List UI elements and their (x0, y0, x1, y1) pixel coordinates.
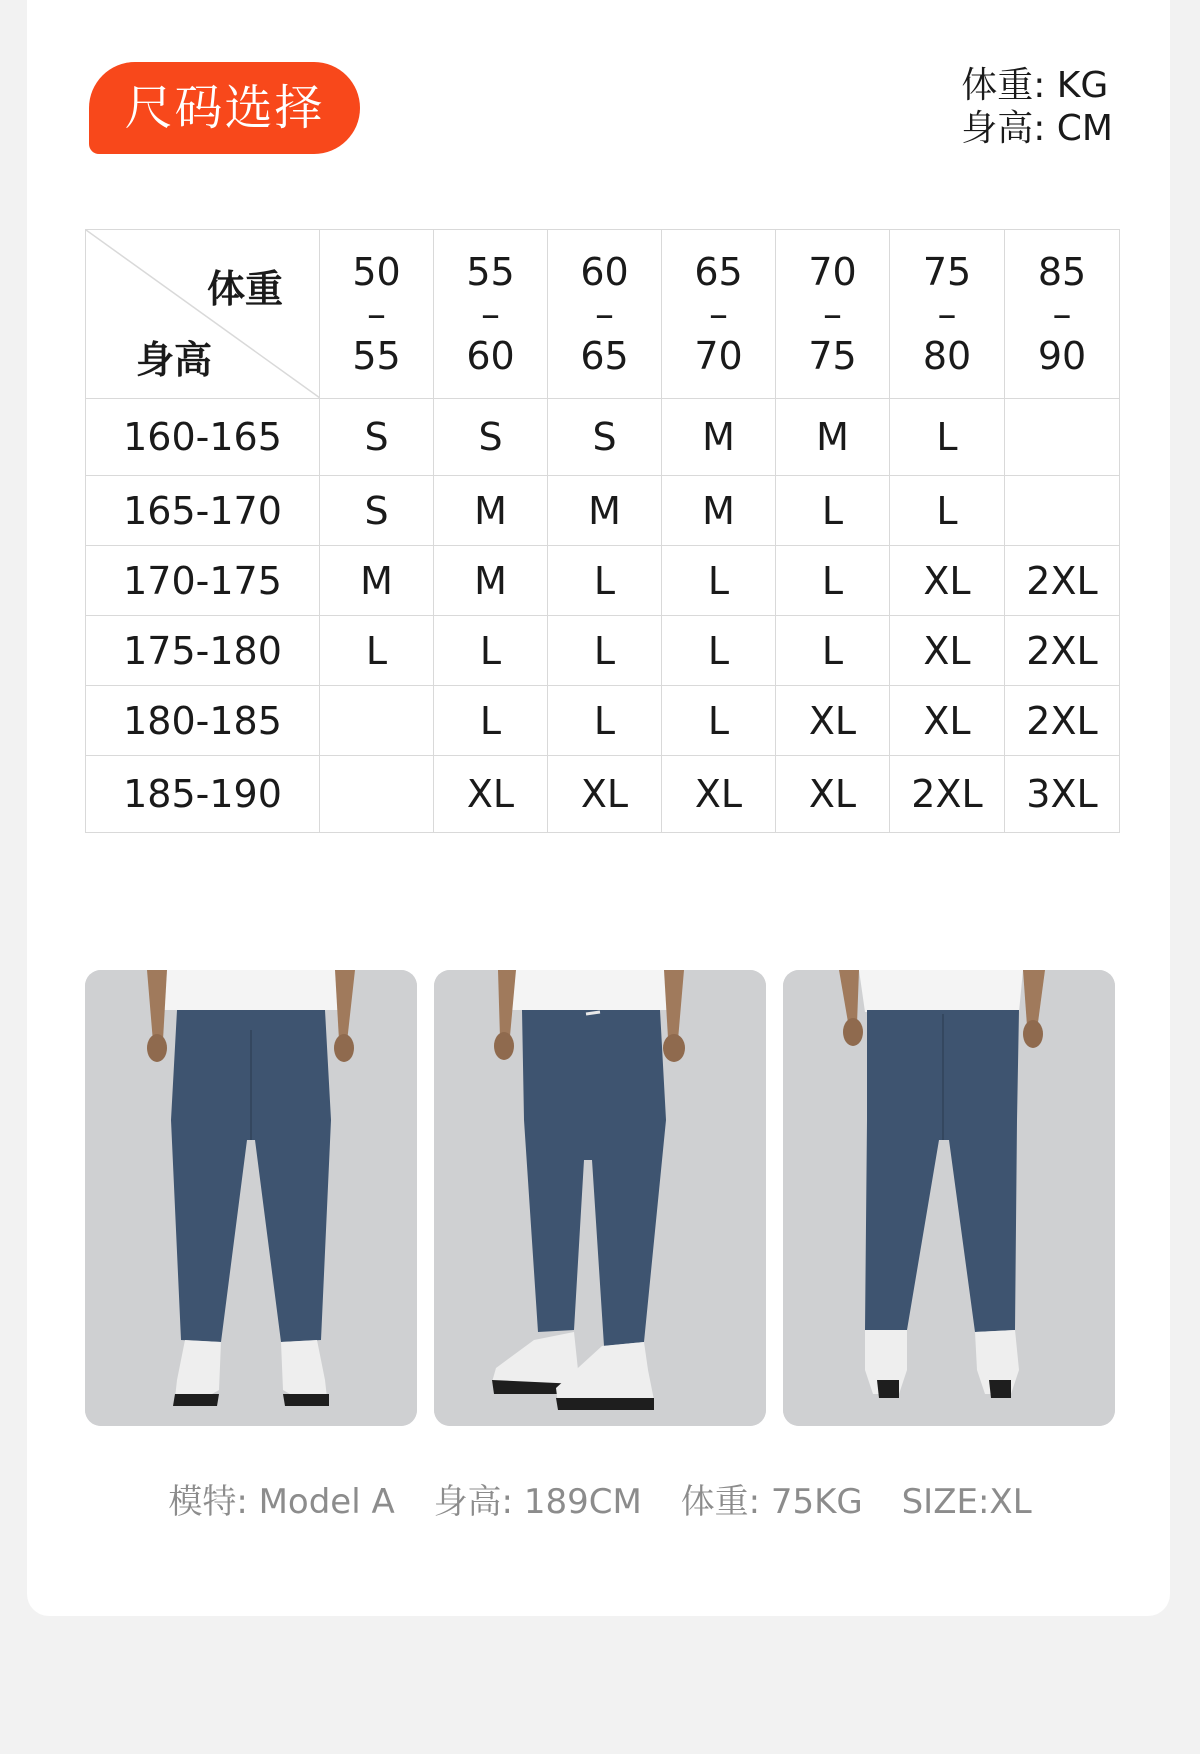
size-cell: M (776, 399, 890, 476)
weight-from: 75 (922, 250, 972, 294)
size-cell: XL (776, 756, 890, 833)
weight-range-header (548, 230, 662, 399)
size-cell: L (776, 616, 890, 686)
size-cell: L (662, 686, 776, 756)
caption-height: 身高: 189CM (433, 1482, 642, 1522)
range-dash: – (937, 292, 957, 336)
weight-range-header (434, 230, 548, 399)
size-cell: S (548, 399, 662, 476)
weight-to: 65 (580, 334, 629, 378)
caption-size: SIZE:XL (901, 1482, 1032, 1522)
weight-from: 70 (808, 250, 857, 294)
weight-range-header (890, 230, 1005, 399)
header-row (86, 230, 1120, 399)
size-cell: L (662, 616, 776, 686)
height-range-cell: 175-180 (86, 616, 320, 686)
height-range-cell: 160-165 (86, 399, 320, 476)
weight-to: 55 (352, 334, 401, 378)
size-cell (320, 756, 434, 833)
size-cell: L (890, 399, 1005, 476)
size-cell: L (320, 616, 434, 686)
size-cell: L (548, 546, 662, 616)
size-cell (1005, 399, 1120, 476)
size-cell: L (662, 546, 776, 616)
model-photos (85, 970, 1117, 1426)
weight-to: 80 (922, 334, 972, 378)
range-dash: – (481, 292, 500, 336)
weight-range-header (662, 230, 776, 399)
table-row (86, 686, 1120, 756)
size-cell: 2XL (1005, 686, 1120, 756)
table-row (86, 399, 1120, 476)
height-range-cell: 165-170 (86, 476, 320, 546)
caption-model: 模特: Model A (168, 1482, 395, 1522)
unit-height: 身高: CM (961, 108, 1113, 149)
size-cell: M (320, 546, 434, 616)
size-cell: L (548, 616, 662, 686)
size-cell: S (320, 399, 434, 476)
size-cell: L (434, 686, 548, 756)
size-cell (320, 686, 434, 756)
size-cell: 2XL (890, 756, 1005, 833)
size-cell: S (434, 399, 548, 476)
range-dash: – (709, 292, 728, 336)
height-range-cell: 170-175 (86, 546, 320, 616)
weight-range-header (776, 230, 890, 399)
table-row (86, 756, 1120, 833)
size-cell: M (662, 476, 776, 546)
size-cell: 2XL (1005, 616, 1120, 686)
range-dash: – (367, 292, 386, 336)
weight-from: 65 (694, 250, 743, 294)
size-cell: 2XL (1005, 546, 1120, 616)
corner-height-label: 身高 (136, 338, 213, 382)
size-cell: M (548, 476, 662, 546)
size-cell: XL (890, 686, 1005, 756)
size-cell: L (434, 616, 548, 686)
weight-from: 85 (1037, 250, 1087, 294)
model-photo-back (783, 970, 1115, 1426)
corner-cell (86, 230, 320, 399)
page-title: 尺码选择 (89, 62, 360, 154)
model-caption (0, 1474, 1200, 1523)
corner-weight-label: 体重 (206, 267, 283, 311)
size-cell: L (890, 476, 1005, 546)
table-row (86, 546, 1120, 616)
size-cell: XL (662, 756, 776, 833)
size-cell: M (434, 476, 548, 546)
size-cell: XL (890, 546, 1005, 616)
weight-to: 70 (694, 334, 743, 378)
weight-to: 60 (466, 334, 515, 378)
weight-range-header (1005, 230, 1120, 399)
weight-to: 90 (1037, 334, 1087, 378)
weight-from: 50 (352, 250, 401, 294)
unit-weight: 体重: KG (961, 65, 1109, 106)
size-cell: 3XL (1005, 756, 1120, 833)
size-cell: L (548, 686, 662, 756)
size-table (85, 229, 1120, 833)
range-dash: – (1052, 292, 1072, 336)
size-cell: XL (776, 686, 890, 756)
weight-to: 75 (808, 334, 857, 378)
weight-range-header (320, 230, 434, 399)
range-dash: – (823, 292, 842, 336)
table-row (86, 476, 1120, 546)
height-range-cell: 185-190 (86, 756, 320, 833)
size-cell: M (434, 546, 548, 616)
size-cell: S (320, 476, 434, 546)
size-cell: XL (434, 756, 548, 833)
table-row (86, 616, 1120, 686)
units-legend (961, 64, 1113, 150)
size-cell: XL (890, 616, 1005, 686)
caption-weight: 体重: 75KG (680, 1482, 863, 1522)
size-cell (1005, 476, 1120, 546)
weight-from: 55 (466, 250, 515, 294)
size-cell: M (662, 399, 776, 476)
height-range-cell: 180-185 (86, 686, 320, 756)
model-photo-front (85, 970, 417, 1426)
model-photo-side (434, 970, 766, 1426)
size-cell: L (776, 476, 890, 546)
weight-from: 60 (580, 250, 629, 294)
size-cell: L (776, 546, 890, 616)
size-cell: XL (548, 756, 662, 833)
range-dash: – (595, 292, 614, 336)
